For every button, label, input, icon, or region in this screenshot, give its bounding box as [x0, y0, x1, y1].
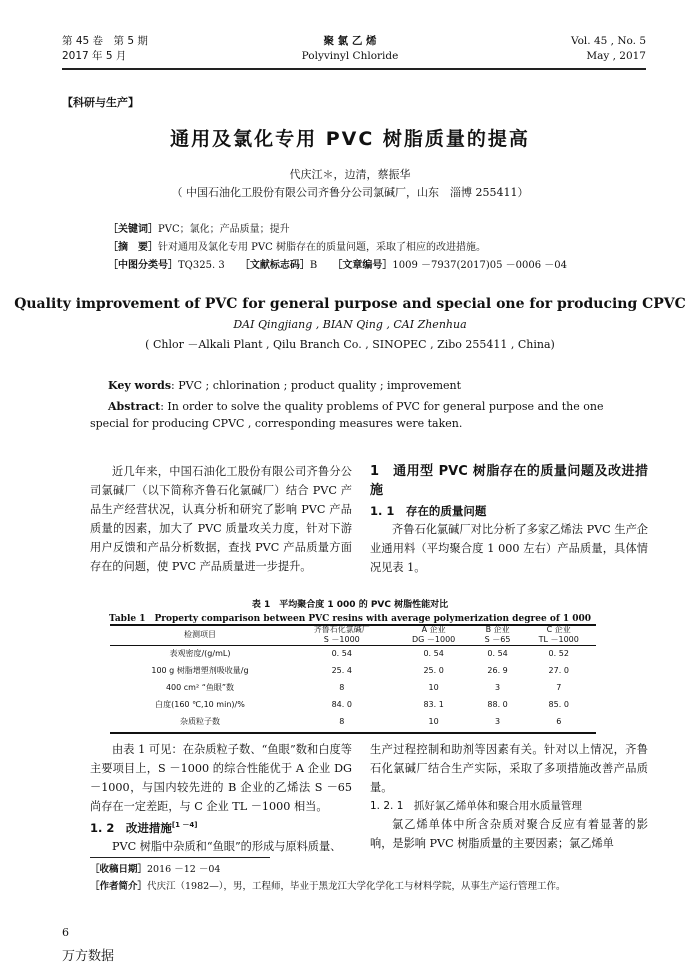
journal-name-en: Polyvinyl Chloride — [301, 50, 399, 62]
section-tag: 【科研与生产】 — [62, 96, 139, 109]
received-date — [90, 862, 220, 878]
section-1-2-heading — [90, 816, 352, 837]
doc-code-label: ［文献标志码］ — [239, 260, 310, 271]
affiliation-en: ( Chlor －Alkali Plant , Qilu Branch Co. , SINOPEC , Zibo 255411 , China) — [145, 338, 555, 351]
table-cell: 10 — [428, 717, 439, 726]
footnote-rule — [90, 857, 270, 858]
keywords-en-value: : PVC ; chlorination ; product quality ; improvement — [171, 379, 462, 392]
section-1-1-heading: 1. 1 存在的质量问题 — [370, 504, 487, 518]
header-rule — [62, 68, 646, 70]
page-number: 6 — [62, 926, 69, 939]
table-caption-en: Table 1 Property comparison between PVC resins with average polymerization degree of 1 000 — [108, 614, 592, 624]
article-no-label: ［文章编号］ — [332, 260, 393, 271]
table-cell: 0. 54 — [487, 649, 508, 658]
table-cell: 25. 0 — [423, 666, 444, 675]
abstract-value: 针对通用及氯化专用 PVC 树脂存在的质量问题，采取了相应的改进措施。 — [158, 242, 486, 253]
section-1-2-title: 1. 2 改进措施 — [90, 820, 172, 835]
abstract-en-label: Abstract — [108, 400, 161, 413]
table-row — [110, 662, 596, 679]
volume-issue-cn: 第 45 卷 第 5 期 — [62, 35, 148, 47]
abstract-label: ［摘 要］ — [108, 242, 158, 253]
author-bio-label: ［作者简介］ — [90, 881, 148, 892]
table-row-label: 400 cm² “鱼眼”数 — [165, 683, 234, 692]
received-value: 2016 －12 －04 — [147, 864, 221, 875]
clc-value: TQ325. 3 — [178, 260, 225, 271]
table-header-line: S －1000 — [323, 635, 360, 644]
article-no-value: 1009 －7937(2017)05 －0006 －04 — [392, 260, 568, 271]
right-column-top — [370, 462, 648, 577]
table-cell: 0. 52 — [548, 649, 569, 658]
authors-en: DAI Qingjiang , BIAN Qing , CAI Zhenhua — [233, 318, 467, 331]
table-header-line: B 企业 — [485, 625, 510, 634]
table-header-line: 齐鲁石化氯碱厂 — [313, 625, 370, 634]
table-header-line: TL －1000 — [538, 635, 579, 644]
title-en: Quality improvement of PVC for general purpose and special one for producing CPVC — [14, 296, 686, 312]
left-column-lower — [90, 740, 352, 856]
table-discussion-text: 由表 1 可见：在杂质粒子数、“鱼眼”数和白度等主要项目上，S －1000 的综合性能优于 A 企业 DG －1000，与国内较先进的 B 企业的乙烯法 S －65 尚存在一定差距，与 C 企业 TL －1000 相当。 — [90, 743, 352, 813]
table-row-label: 杂质粒子数 — [179, 717, 220, 726]
section-1-2-1-text: 氯乙烯单体中所含杂质对聚合反应有着显著的影响，是影响 PVC 树脂质量的主要因素；氯乙烯单 — [370, 818, 648, 850]
table-cell: 8 — [339, 683, 345, 692]
table-row — [110, 713, 596, 730]
table-cell: 3 — [495, 683, 501, 692]
table-cell: 0. 54 — [423, 649, 444, 658]
table-cell: 25. 4 — [331, 666, 352, 675]
section-1-2-citation: [1 －4] — [171, 821, 198, 829]
table-cell: 6 — [556, 717, 562, 726]
table-row — [110, 679, 596, 696]
continued-text: 生产过程控制和助剂等因素有关。针对以上情况，齐鲁石化氯碱厂结合生产实际，采取了多项措施改善产品质量。 — [370, 743, 648, 794]
section-1-2-1-heading: 1. 2. 1 抓好氯乙烯单体和聚合用水质量管理 — [370, 800, 582, 812]
table-cell: 27. 0 — [548, 666, 569, 675]
author-bio — [90, 879, 650, 895]
table-cell: 83. 1 — [423, 700, 444, 709]
section-1-1-text: 齐鲁石化氯碱厂对比分析了多家乙烯法 PVC 生产企业通用料（平均聚合度 1 000 左右）产品质量，具体情况见表 1。 — [370, 523, 648, 574]
doc-code-value: B — [309, 260, 318, 271]
table-cell: 84. 0 — [331, 700, 352, 709]
abstract-cn — [108, 240, 486, 255]
table-header-cell — [290, 625, 394, 645]
table-cell: 7 — [556, 683, 562, 692]
keywords-en-label: Key words — [108, 379, 172, 392]
intro-text: 近几年来，中国石油化工股份有限公司齐鲁分公司氯碱厂（以下简称齐鲁石化氯碱厂）结合 PVC 产品生产经营状况，认真分析和研究了影响 PVC 产品质量的因素，加大了 PVC 质量攻关力度，针对下游用户反馈和产品分析数据，查找 PVC 产品质量方面存在的问题，使 PVC 产品质量进一步提升。 — [90, 465, 352, 573]
abstract-en-value: : In order to solve the quality problems of PVC for general purpose and the one special for producing CPVC , corresponding measures were taken. — [90, 400, 604, 430]
table-cell: 8 — [339, 717, 345, 726]
section-1-2-text: PVC 树脂中杂质和“鱼眼”的形成与原料质量、 — [112, 839, 342, 853]
keywords-cn — [108, 222, 290, 237]
table-header-line: S －65 — [484, 635, 511, 644]
table-header-cell — [521, 625, 596, 645]
table-cell: 10 — [428, 683, 439, 692]
table-header-row — [110, 625, 596, 645]
table-row-label: 白度(160 ℃,10 min)/% — [155, 700, 245, 709]
volume-issue-en: Vol. 45 , No. 5 — [570, 35, 646, 47]
abstract-en — [90, 398, 625, 432]
table-cell: 26. 9 — [487, 666, 508, 675]
clc-label: ［中图分类号］ — [108, 260, 178, 271]
table-body — [110, 645, 596, 730]
table-header-line: 检测项目 — [183, 630, 216, 639]
table-bottom-rule — [110, 732, 596, 734]
author-bio-value: 代庆江（1982—），男，工程师，毕业于黑龙江大学化学化工与材料学院，从事生产运行管理工作。 — [147, 881, 566, 892]
keywords-en — [108, 379, 461, 392]
table-header-line: C 企业 — [546, 625, 571, 634]
table-header-cell — [394, 625, 474, 645]
table-header-cell — [474, 625, 522, 645]
section-1-heading: 1 通用型 PVC 树脂存在的质量问题及改进措施 — [370, 464, 648, 498]
received-label: ［收稿日期］ — [90, 864, 148, 875]
keywords-value: PVC；氯化；产品质量；提升 — [158, 224, 290, 235]
right-column-lower — [370, 740, 648, 853]
table-1 — [110, 625, 596, 730]
keywords-label: ［关键词］ — [108, 224, 158, 235]
intro-paragraph — [90, 462, 352, 576]
title-cn: 通用及氯化专用 PVC 树脂质量的提高 — [170, 128, 530, 150]
table-row — [110, 645, 596, 662]
table-header-cell — [110, 625, 290, 645]
date-cn: 2017 年 5 月 — [62, 50, 127, 62]
authors-cn: 代庆江＊，边清，蔡振华 — [289, 168, 411, 181]
table-cell: 88. 0 — [487, 700, 508, 709]
table-row-label: 表观密度/(g/mL) — [169, 649, 231, 658]
table-row — [110, 696, 596, 713]
table-cell: 0. 54 — [331, 649, 352, 658]
table-cell: 85. 0 — [548, 700, 569, 709]
table-header-rule — [110, 645, 596, 646]
classification-line — [108, 258, 567, 273]
table-cell: 3 — [495, 717, 501, 726]
watermark: 万方数据 — [62, 949, 115, 964]
table-row-label: 100 g 树脂增塑剂吸收量/g — [151, 666, 249, 675]
journal-name-cn: 聚 氯 乙 烯 — [323, 35, 377, 47]
date-en: May , 2017 — [586, 50, 646, 62]
table-caption-cn: 表 1 平均聚合度 1 000 的 PVC 树脂性能对比 — [251, 600, 449, 610]
table-header-line: A 企业 — [421, 625, 446, 634]
table-header-line: DG －1000 — [412, 635, 456, 644]
affiliation-cn: （ 中国石油化工股份有限公司齐鲁分公司氯碱厂，山东 淄博 255411） — [171, 186, 529, 199]
